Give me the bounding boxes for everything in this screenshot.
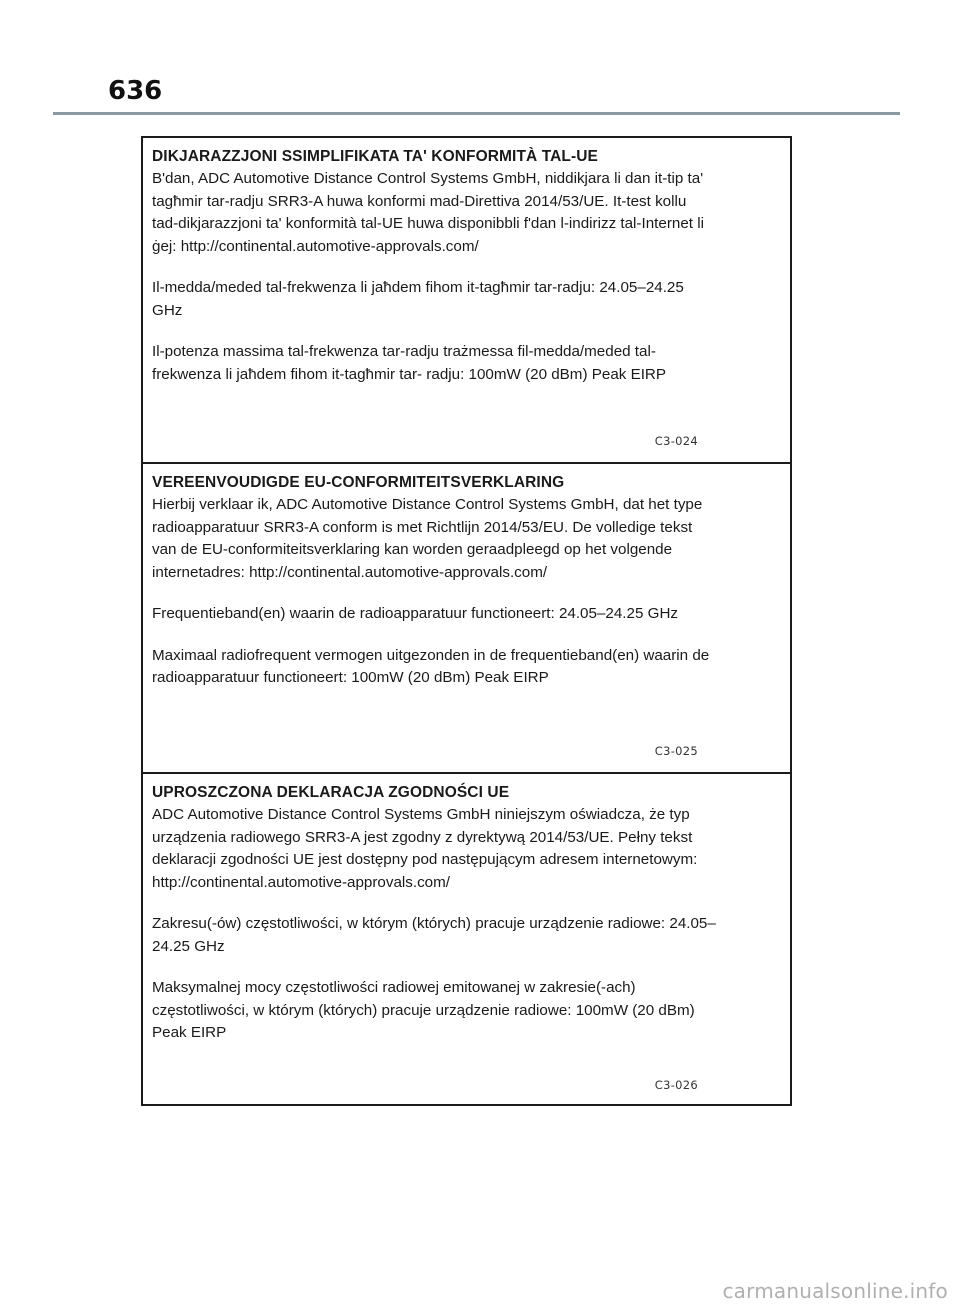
page-number: 636 [108, 76, 163, 106]
section-code: C3-024 [654, 434, 698, 448]
section-paragraph: Il-medda/meded tal-frekwenza li jaħdem fihom it-tagħmir tar-radju: 24.05–24.25 GHz [152, 279, 684, 319]
section-paragraph: Maksymalnej mocy częstotliwości radiowej emitowanej w zakresie(-ach) częstotliwości, w którym (których) pracuje urządzenie radiowe: 100mW (20 dBm) Peak EIRP [152, 979, 695, 1041]
section-code: C3-026 [654, 1078, 698, 1092]
declaration-section-dutch [143, 464, 790, 774]
section-code: C3-025 [654, 744, 698, 758]
header-rule [53, 112, 900, 115]
declaration-section-maltese [143, 138, 790, 464]
section-title: VEREENVOUDIGDE EU-CONFORMITEITSVERKLARING [152, 474, 565, 491]
section-paragraph: Hierbij verklaar ik, ADC Automotive Distance Control Systems GmbH, dat het type radioapparatuur SRR3-A conform is met Richtlijn 2014/53/EU. De volledige tekst van de EU-conformiteitsverklaring kan worden geraadpleegd op het volgende internetadres: http://continental.automotive-approvals.com/ [152, 496, 703, 581]
section-paragraph: Maximaal radiofrequent vermogen uitgezonden in de frequentieband(en) waarin de radioapparatuur functioneert: 100mW (20 dBm) Peak EIRP [152, 646, 710, 686]
section-paragraph: Il-potenza massima tal-frekwenza tar-radju trażmessa fil-medda/meded tal-frekwenza li jaħdem fihom it-tagħmir tar- radju: 100mW (20 dBm) Peak EIRP [152, 343, 667, 383]
section-paragraph: ADC Automotive Distance Control Systems GmbH niniejszym oświadcza, że typ urządzenia radiowego SRR3-A jest zgodny z dyrektywą 2014/53/UE. Pełny tekst deklaracji zgodności UE jest dostępny pod następującym adresem internetowym: http://continental.automotive-approvals.com/ [152, 806, 698, 891]
section-title: DIKJARAZZJONI SSIMPLIFIKATA TA' KONFORMITÀ TAL-UE [152, 148, 598, 165]
section-paragraph: Zakresu(-ów) częstotliwości, w którym (których) pracuje urządzenie radiowe: 24.05–24.25 GHz [152, 915, 716, 955]
watermark-text: carmanualsonline.info [722, 1279, 948, 1303]
declarations-box [141, 136, 792, 1106]
section-paragraph: B'dan, ADC Automotive Distance Control Systems GmbH, niddikjara li dan it-tip ta' tagħmir tar-radju SRR3-A huwa konformi mad-Direttiva 2014/53/UE. It-test kollu tad-dikjarazzjoni ta' konformità tal-UE huwa disponibbli f'dan l-indirizz tal-Internet li ġej: http://continental.automotive-approvals.com/ [152, 170, 704, 255]
declaration-section-polish [143, 774, 790, 1104]
section-title: UPROSZCZONA DEKLARACJA ZGODNOŚCI UE [152, 784, 510, 801]
section-paragraph: Frequentieband(en) waarin de radioapparatuur functioneert: 24.05–24.25 GHz [152, 605, 679, 622]
